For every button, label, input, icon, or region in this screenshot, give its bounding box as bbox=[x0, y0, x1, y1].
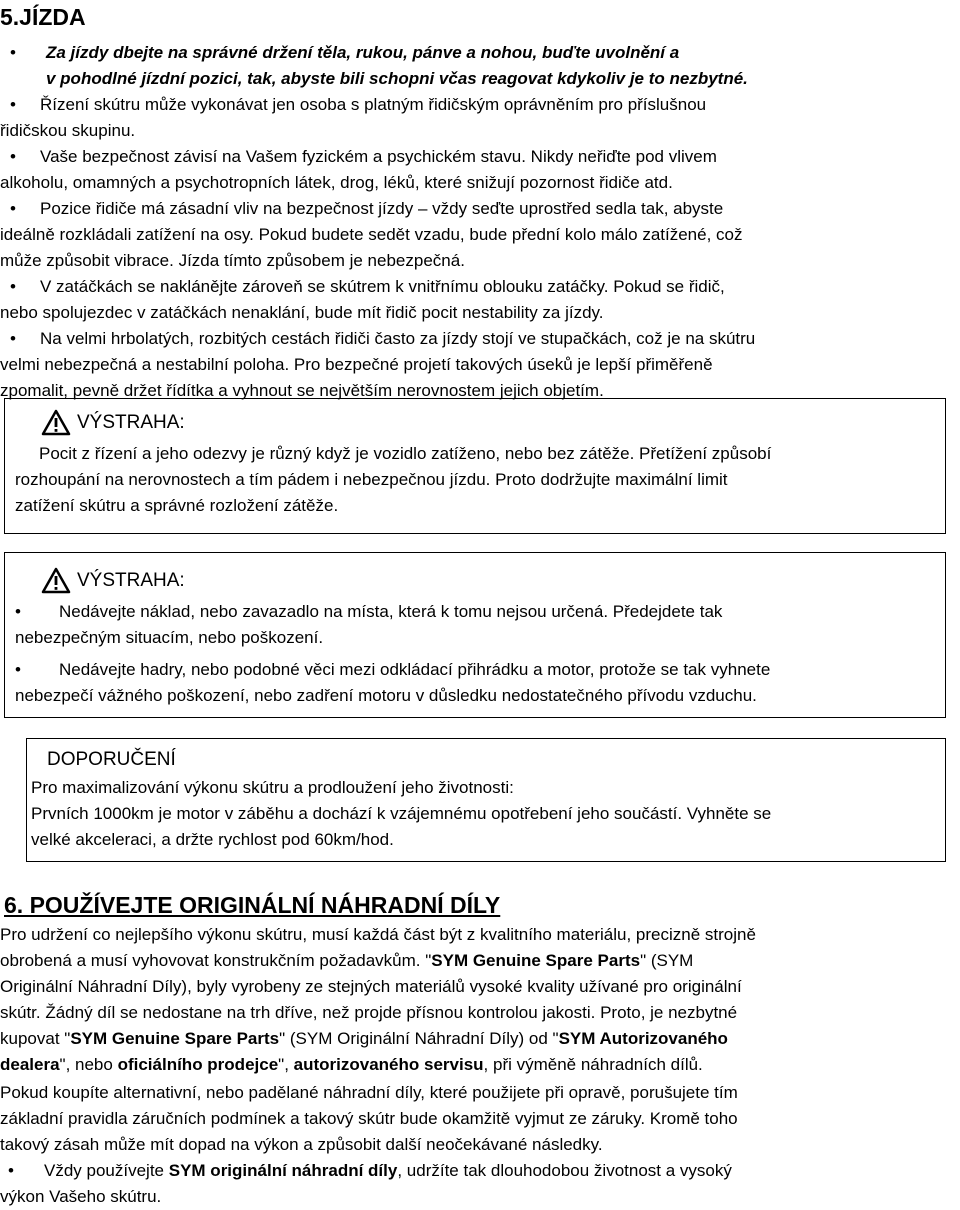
section-5-title: 5.JÍZDA bbox=[0, 4, 86, 30]
bullet-item-cont: velmi nebezpečná a nestabilní poloha. Pro bezpečné projetí takových úseků je lepší přiměřeně bbox=[0, 355, 713, 374]
bullet-item: • Řízení skútru může vykonávat jen osoba s platným řidičským oprávněním pro příslušnou bbox=[10, 95, 707, 114]
bullet-item: • Nedávejte hadry, nebo podobné věci mezi odkládací přihrádku a motor, protože se tak vyhnete bbox=[15, 660, 771, 679]
bullet-item-cont: může způsobit vibrace. Jízda tímto způsobem je nebezpečná. bbox=[0, 251, 465, 270]
paragraph-counterfeit-parts: Pokud koupíte alternativní, nebo padělané náhradní díly, které použijete při opravě, porušujete tím základní pravidla záručních podmínek a takový skútr bude okamžitě vyjmut ze záruky. Kromě toho takový zásah může mít dopad na výkon a způsobit další neočekávané následky. bbox=[0, 1083, 738, 1154]
paragraph-genuine-parts: Pro udržení co nejlepšího výkonu skútru, musí každá část být z kvalitního materiálu, precizně strojně obrobená a musí vyhovovat konstrukčním požadavkům. "SYM Genuine Spare Parts" (SYM Originální Náhradní Díly), byly vyrobeny ze stejných materiálů vysoké kvality užívané pro originální skútr. Žádný díl se nedostane na trh dříve, než projde přísnou kontrolou jakosti. Proto, je nezbytné kupovat "SYM Genuine Spare Parts" (SYM Originální Náhradní Díly) od "SYM Autorizovaného dealera", nebo oficiálního prodejce", autorizovaného servisu, při výměně náhradních dílů. bbox=[0, 925, 756, 1074]
section-5-bullets bbox=[0, 40, 960, 404]
bullet-item: • Nedávejte náklad, nebo zavazadlo na místa, která k tomu nejsou určená. Předejdete tak bbox=[15, 602, 723, 621]
bullet-item-cont: nebo spolujezdec v zatáčkách nenaklání, bude mít řidič pocit nestability za jízdy. bbox=[0, 303, 604, 322]
warning-text-1: Pocit z řízení a jeho odezvy je různý když je vozidlo zatíženo, nebo bez zátěže. Přetížení způsobí rozhoupání na nerovnostech a tím pádem i nebezpečnou jízdu. Proto dodržujte maximální limit zatížení skútru a správné rozložení zátěže. bbox=[15, 444, 772, 515]
warning-text-2: • Nedávejte náklad, nebo zavazadlo na místa, která k tomu nejsou určená. Předejdete tak nebezpečným situacím, nebo poškození. • Nedávejte hadry, nebo podobné věci mezi odkládací přihrádku a motor, protože se tak vyhnete nebezpečí vážného poškození, nebo zadření motoru v důsledku nedostatečného přívodu vzduchu. bbox=[15, 599, 940, 709]
warning-triangle-icon bbox=[41, 567, 71, 594]
recommendation-box bbox=[26, 738, 946, 862]
bullet-item: • V zatáčkách se naklánějte zároveň se skútrem k vnitřnímu oblouku zatáčky. Pokud se řidič, bbox=[10, 277, 725, 296]
section-6-title: 6. POUŽÍVEJTE ORIGINÁLNÍ NÁHRADNÍ DÍLY bbox=[4, 892, 501, 918]
warning-title-2: VÝSTRAHA: bbox=[41, 567, 185, 594]
bullet-item: • Pozice řidiče má zásadní vliv na bezpečnost jízdy – vždy seďte uprostřed sedla tak, abyste bbox=[10, 199, 724, 218]
bullet-item: • Vždy používejte SYM originální náhradní díly, udržíte tak dlouhodobou životnost a vysoký výkon Vašeho skútru. bbox=[0, 1161, 732, 1206]
warning-box-2 bbox=[4, 552, 946, 718]
recommendation-text: Pro maximalizování výkonu skútru a prodloužení jeho životnosti: Prvních 1000km je motor v záběhu a dochází k vzájemnému opotřebení jeho součástí. Vyhněte se velké akceleraci, a držte rychlost pod 60km/hod. bbox=[31, 778, 772, 849]
bullet-item-cont: zpomalit, pevně držet řídítka a vyhnout se největším nerovnostem jejich objetím. bbox=[0, 381, 604, 400]
warning-box-1 bbox=[4, 398, 946, 534]
recommendation-title: DOPORUČENÍ bbox=[47, 749, 176, 770]
bullet-item: • Vaše bezpečnost závisí na Vašem fyzickém a psychickém stavu. Nikdy neřiďte pod vlivem bbox=[10, 147, 717, 166]
section-6-body bbox=[0, 922, 960, 1210]
warning-title-1: VÝSTRAHA: bbox=[41, 409, 185, 436]
warning-triangle-icon bbox=[41, 409, 71, 436]
bullet-item-cont: alkoholu, omamných a psychotropních látek, drog, léků, které snižují pozornost řidiče atd. bbox=[0, 173, 673, 192]
bullet-item: • Za jízdy dbejte na správné držení těla, rukou, pánve a nohou, buďte uvolnění a bbox=[10, 43, 680, 62]
bullet-item-cont: ideálně rozkládali zatížení na osy. Pokud budete sedět vzadu, bude přední kolo málo zatížené, což bbox=[0, 225, 743, 244]
bullet-item-cont: v pohodlné jízdní pozici, tak, abyste bili schopni včas reagovat kdykoliv je to nezbytné. bbox=[46, 69, 748, 88]
bullet-item: • Na velmi hrbolatých, rozbitých cestách řidiči často za jízdy stojí ve stupačkách, což je na skútru bbox=[10, 329, 756, 348]
bullet-item-cont: řidičskou skupinu. bbox=[0, 121, 136, 140]
